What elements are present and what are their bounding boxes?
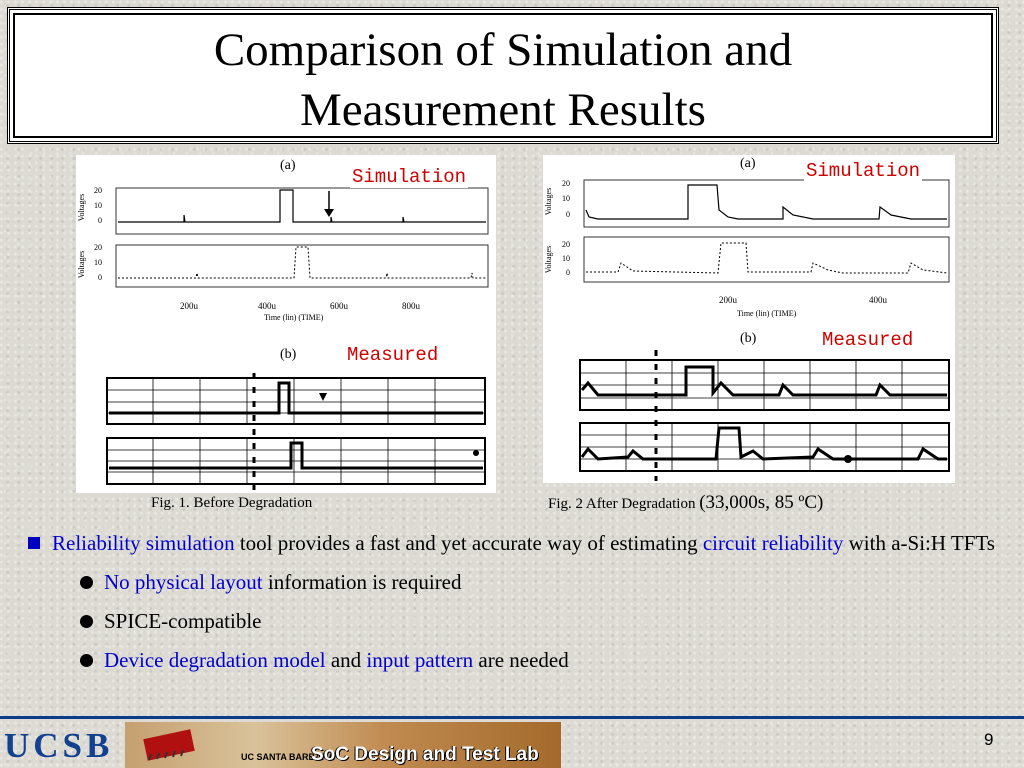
figure-left-x-tick-2: 400u — [258, 301, 276, 311]
footer — [0, 716, 1024, 768]
round-bullet-icon — [80, 576, 93, 589]
title-box — [7, 7, 999, 144]
square-bullet-icon — [28, 537, 40, 549]
ucsb-logo: UCSB — [4, 726, 114, 765]
bullet-main — [28, 528, 1013, 558]
lab-banner — [125, 722, 561, 768]
figure-right-y-tick-top: 20 — [562, 179, 570, 188]
figure-right-y-tick-zero-2: 0 — [566, 268, 570, 277]
figure-left-x-tick-1: 200u — [180, 301, 198, 311]
figure-left-y-tick-zero-2: 0 — [98, 273, 102, 282]
chip-logo-icon — [139, 726, 199, 762]
figure-left-y-axis-label-2: Voltages — [77, 250, 87, 279]
bullet-main-part3: circuit reliability — [702, 531, 844, 555]
bullet-sub-3-part1: Device degradation model — [104, 648, 326, 672]
figure-left — [76, 155, 496, 493]
figure-left-y-tick-zero: 0 — [98, 216, 102, 225]
figure-left-panel-b-label: (b) — [280, 347, 297, 362]
figure-left-measured-label: Measured — [347, 344, 439, 366]
figure-right-caption-paren: (33,000s, 85 ºC) — [699, 492, 824, 513]
figure-right-y-tick-zero: 0 — [566, 210, 570, 219]
figure-right-caption — [548, 492, 823, 514]
figure-right-measured-label: Measured — [822, 329, 914, 351]
figure-right — [543, 155, 955, 483]
figure-right-panel-b-label: (b) — [740, 331, 757, 346]
figure-right-panel-a-label: (a) — [740, 156, 756, 171]
banner-lab-name: SoC Design and Test Lab — [311, 744, 539, 765]
footer-divider — [0, 716, 1024, 719]
bullet-sub-1-part1: No physical layout — [104, 570, 263, 594]
figure-right-caption-main: Fig. 2 After Degradation — [548, 496, 696, 512]
figure-right-graphic — [543, 155, 955, 483]
page-title — [10, 10, 996, 140]
figure-right-simulation-label: Simulation — [806, 160, 921, 182]
bullet-main-part2: tool provides a fast and yet accurate way of estimating — [234, 531, 703, 555]
page-number: 9 — [984, 730, 994, 749]
title-line-2: Measurement Results — [300, 84, 706, 136]
round-bullet-icon — [80, 654, 93, 667]
figure-left-y-tick-top-2: 20 — [94, 243, 102, 252]
bullet-sub-3-part3: input pattern — [366, 648, 474, 672]
figure-left-y-tick-top: 20 — [94, 186, 102, 195]
figure-left-y-tick-mid: 10 — [94, 201, 102, 210]
round-bullet-icon — [80, 615, 93, 628]
figure-left-panel-a-label: (a) — [280, 158, 296, 173]
figure-left-simulation-label: Simulation — [352, 166, 467, 188]
bullet-sub-2-text: SPICE-compatible — [104, 609, 262, 633]
figure-left-graphic — [76, 155, 496, 493]
figure-left-x-tick-3: 600u — [330, 301, 348, 311]
bullet-sub-3 — [80, 645, 1013, 675]
figure-right-y-axis-label: Voltages — [544, 187, 554, 216]
bullet-sub-1 — [80, 567, 1013, 597]
bullet-main-part1: Reliability simulation — [52, 531, 235, 555]
figure-left-y-tick-mid-2: 10 — [94, 258, 102, 267]
figure-right-y-tick-mid-2: 10 — [562, 254, 570, 263]
figure-right-y-tick-mid: 10 — [562, 194, 570, 203]
bullet-sub-3-part4: are needed — [473, 648, 569, 672]
figure-right-y-axis-label-2: Voltages — [544, 245, 554, 274]
figure-left-x-tick-4: 800u — [402, 301, 420, 311]
figure-right-y-tick-top-2: 20 — [562, 240, 570, 249]
figure-left-caption: Fig. 1. Before Degradation — [151, 495, 313, 511]
bullet-sub-3-part2: and — [325, 648, 367, 672]
title-line-1: Comparison of Simulation and — [213, 24, 793, 76]
banner-ucsb-text: UC SANTA BARBARA — [241, 752, 335, 762]
bullet-main-part4: with a-Si:H TFTs — [843, 531, 995, 555]
bullet-sub-2 — [80, 606, 1013, 636]
figure-right-x-tick-1: 200u — [719, 295, 737, 305]
bullet-sub-1-part2: information is required — [262, 570, 462, 594]
figure-right-x-tick-2: 400u — [869, 295, 887, 305]
figure-left-y-axis-label: Voltages — [77, 193, 87, 222]
figure-left-x-axis-label: Time (lin) (TIME) — [264, 313, 324, 322]
figure-right-x-axis-label: Time (lin) (TIME) — [737, 309, 797, 318]
bullet-list — [28, 528, 1013, 675]
